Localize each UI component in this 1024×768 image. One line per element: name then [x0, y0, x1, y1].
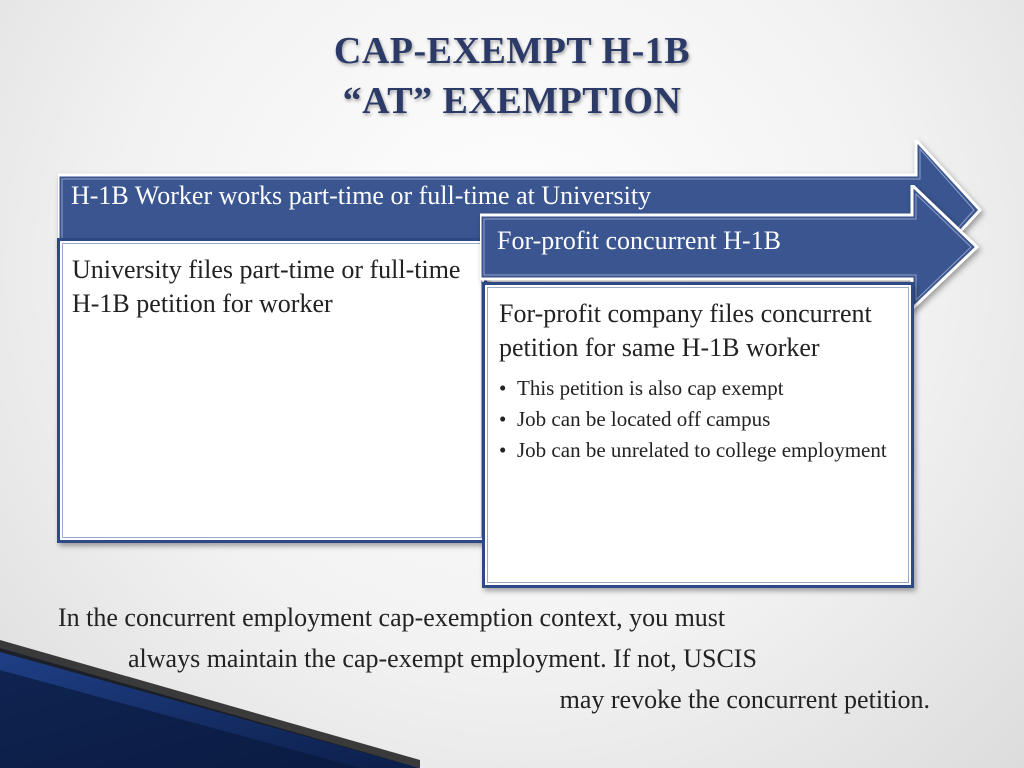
university-box — [57, 238, 487, 543]
bottom-note-line-2: always maintain the cap-exempt employment. If not, USCIS — [128, 644, 757, 673]
corner-swoosh-decoration — [0, 640, 420, 768]
bullet-off-campus: • Job can be located off campus — [499, 406, 897, 433]
bullet-unrelated: • Job can be unrelated to college employment — [499, 437, 897, 464]
bullet-cap-exempt: • This petition is also cap exempt — [499, 375, 897, 402]
bottom-note-line-3: may revoke the concurrent petition. — [559, 685, 930, 714]
forprofit-arrow-label: For-profit concurrent H-1B — [497, 226, 781, 255]
title-line-1: CAP-EXEMPT H-1B — [333, 30, 691, 72]
slide-title — [0, 26, 1024, 126]
forprofit-bullet-list — [499, 375, 897, 464]
bottom-note-line-1: In the concurrent employment cap-exemption context, you must — [58, 603, 726, 632]
forprofit-box — [482, 282, 914, 588]
university-box-text: University files part-time or full-time H-1B petition for worker — [72, 255, 461, 318]
title-line-2: “AT” EXEMPTION — [342, 80, 682, 122]
university-arrow-label: H-1B Worker works part-time or full-time at University — [71, 181, 652, 210]
forprofit-box-text: For-profit company files concurrent petition for same H-1B worker — [499, 299, 872, 362]
